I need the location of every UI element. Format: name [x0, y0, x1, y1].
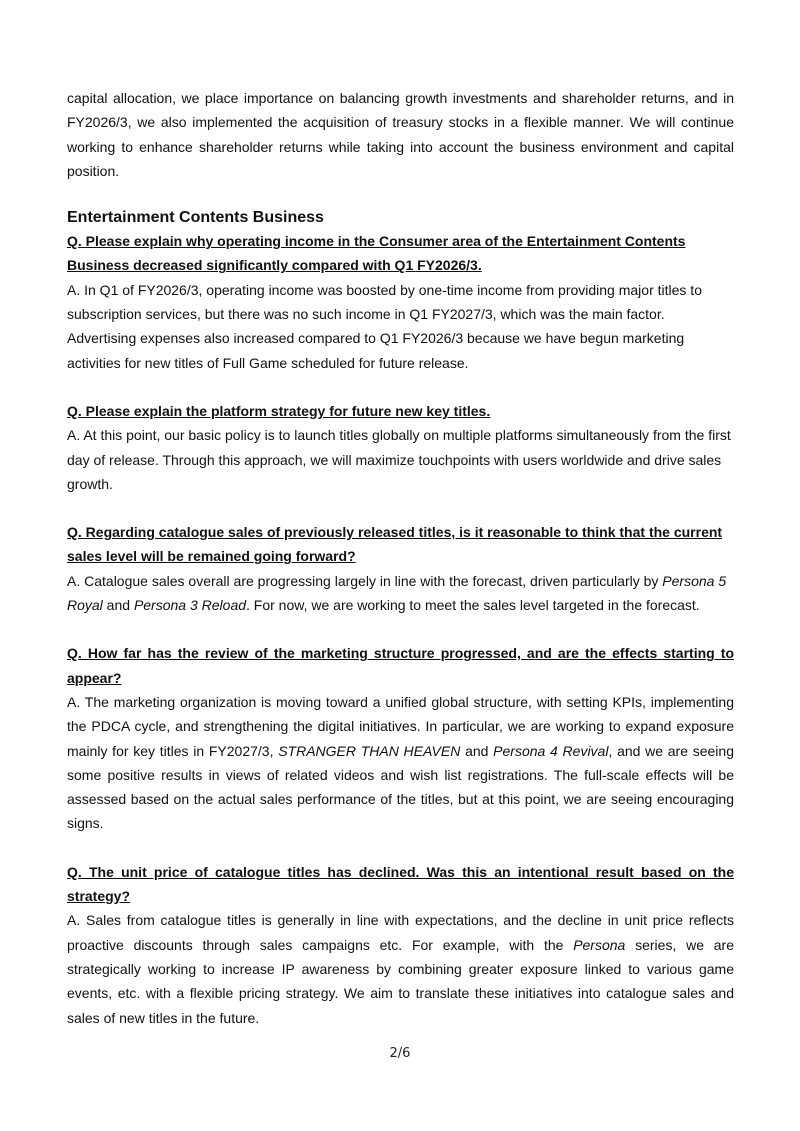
question-text: Q. Regarding catalogue sales of previously released titles, is it reasonable to think that the current sales level will be remained going forward?	[67, 524, 723, 565]
answer-text-part: series, we are strategically working to increase IP awareness by combining greater exposure linked to various game events, etc. with a flexible pricing strategy. We aim to translate these initiatives into catalogue sales and sales of new titles in the future.	[67, 936, 734, 1026]
title-emphasis: Persona 5 Royal	[67, 572, 727, 614]
title-emphasis: Persona	[573, 936, 626, 953]
title-emphasis: Persona 3 Reload	[133, 597, 247, 614]
answer-text: A. In Q1 of FY2026/3, operating income was boosted by one-time income from providing major titles to subscription services, but there was no such income in Q1 FY2027/3, which was the main factor. Advertising expenses also increased compared to Q1 FY2026/3 because we have begun marketing activities for new titles of Full Game scheduled for future release.	[67, 281, 702, 371]
qa-item	[67, 860, 734, 1030]
page-number: 2/6	[389, 1046, 411, 1061]
answer-text-part: A. Sales from catalogue titles is generally in line with expectations, and the decline in unit price reflects proactive discounts through sales campaigns etc. For example, with the	[67, 912, 734, 953]
section-heading: Entertainment Contents Business	[67, 209, 324, 227]
answer-text-part: . For now, we are working to meet the sales level targeted in the forecast.	[246, 597, 700, 614]
question-text: Q. The unit price of catalogue titles has declined. Was this an intentional result based on the strategy?	[67, 863, 734, 905]
answer-text	[67, 690, 734, 836]
answer-text-part: and	[460, 742, 494, 759]
answer-text: A. At this point, our basic policy is to launch titles globally on multiple platforms simultaneously from the first day of release. Through this approach, we will maximize touchpoints with users worldwide and drive sales growth.	[67, 427, 731, 492]
answer-text-part: A. The marketing organization is moving toward a unified global structure, with setting KPIs, implementing the PDCA cycle, and strengthening the digital initiatives. In particular, we are working to expand exposure mainly for key titles in FY2027/3,	[67, 693, 734, 759]
answer-text-part: A. Catalogue sales overall are progressing largely in line with the forecast, driven particularly by	[67, 572, 663, 589]
answer-text	[67, 908, 734, 1029]
intro-paragraph: capital allocation, we place importance on balancing growth investments and shareholder returns, and in FY2026/3, we also implemented the acquisition of treasury stocks in a flexible manner. We will continue working to enhance shareholder returns while taking into account the business environment and capital position.	[67, 90, 734, 179]
answer-text-part: and	[102, 597, 134, 614]
qa-item	[67, 641, 734, 835]
qa-item	[67, 399, 734, 496]
title-emphasis: STRANGER THAN HEAVEN	[278, 742, 461, 759]
answer-text-part: , and we are seeing some positive results in views of related videos and wish list registrations. The full-scale effects will be assessed based on the actual sales performance of the titles, but at this point, we are seeing encouraging signs.	[67, 742, 734, 832]
question-text: Q. How far has the review of the marketing structure progressed, and are the effects starting to appear?	[67, 645, 734, 686]
title-emphasis: Persona 4 Revival	[493, 742, 609, 759]
document-page	[67, 86, 734, 1030]
question-text: Q. Please explain why operating income in the Consumer area of the Entertainment Contents Business decreased significantly compared with Q1 FY2026/3.	[67, 233, 686, 274]
qa-item	[67, 229, 734, 375]
qa-item	[67, 520, 734, 617]
question-text: Q. Please explain the platform strategy for future new key titles.	[67, 402, 491, 419]
answer-text	[67, 569, 734, 618]
